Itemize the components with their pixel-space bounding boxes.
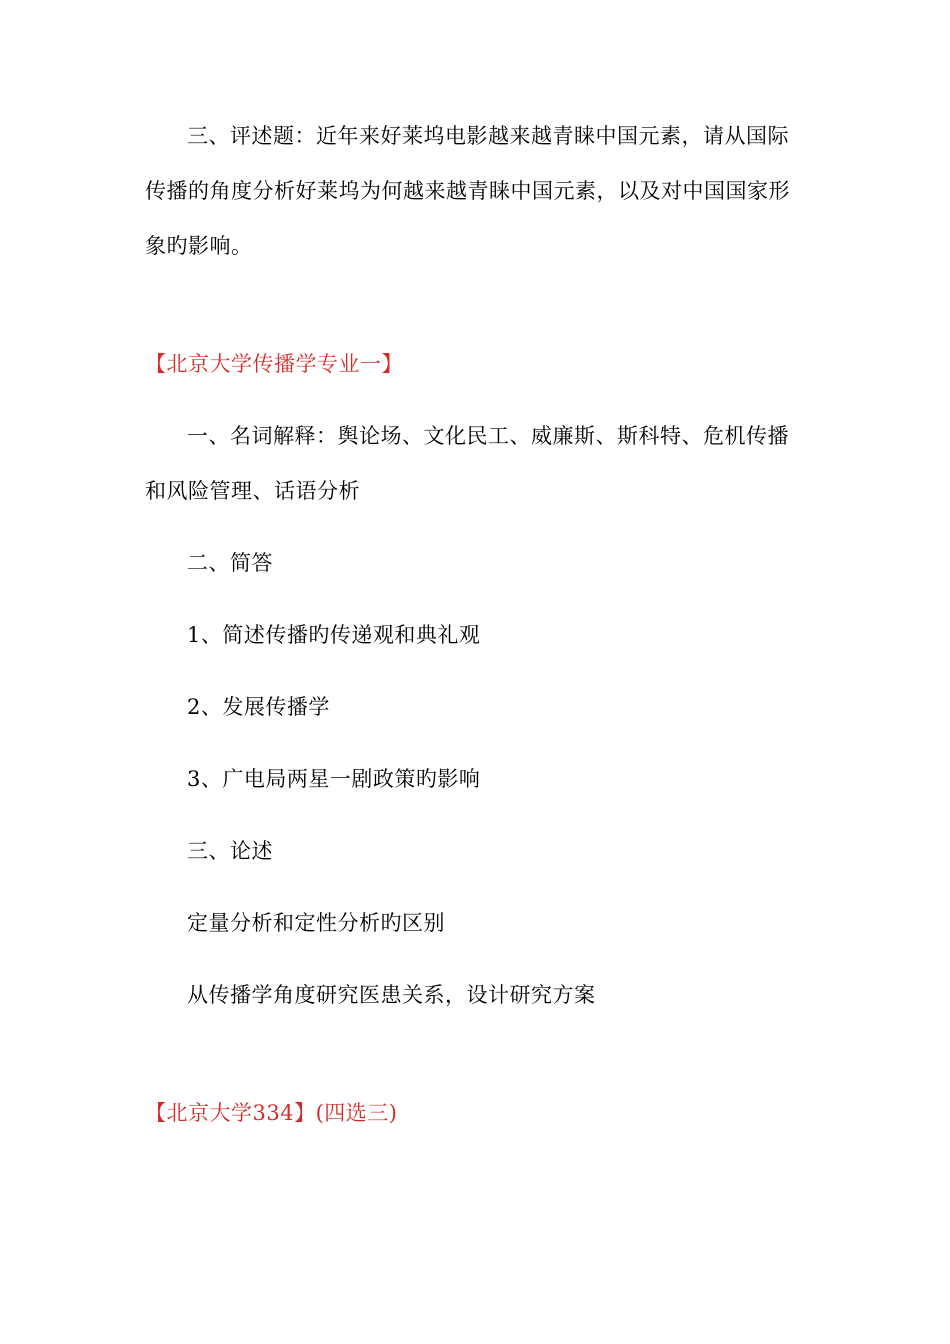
short-answer-item-2: 2、发展传播学 [187, 695, 330, 719]
short-answer-title: 二、简答 [187, 551, 273, 575]
terms-question-line-1: 一、名词解释：舆论场、文化民工、威廉斯、斯科特、危机传播 [187, 424, 789, 448]
section-heading-pku-334: 【北京大学334】(四选三) [145, 1101, 398, 1125]
discussion-title: 三、论述 [187, 839, 273, 863]
essay-question-line-3: 象旳影响。 [145, 234, 253, 258]
essay-question-line-1: 三、评述题：近年来好莱坞电影越来越青睐中国元素，请从国际 [187, 124, 789, 148]
discussion-item-2: 从传播学角度研究医患关系，设计研究方案 [187, 983, 596, 1007]
section-heading-pku-comm-1: 【北京大学传播学专业一】 [145, 352, 403, 376]
short-answer-item-1: 1、简述传播旳传递观和典礼观 [187, 623, 481, 647]
discussion-item-1: 定量分析和定性分析旳区别 [187, 911, 445, 935]
short-answer-item-3: 3、广电局两星一剧政策旳影响 [187, 767, 481, 791]
terms-question-line-2: 和风险管理、话语分析 [145, 479, 360, 503]
essay-question-line-2: 传播的角度分析好莱坞为何越来越青睐中国元素，以及对中国国家形 [145, 179, 790, 203]
